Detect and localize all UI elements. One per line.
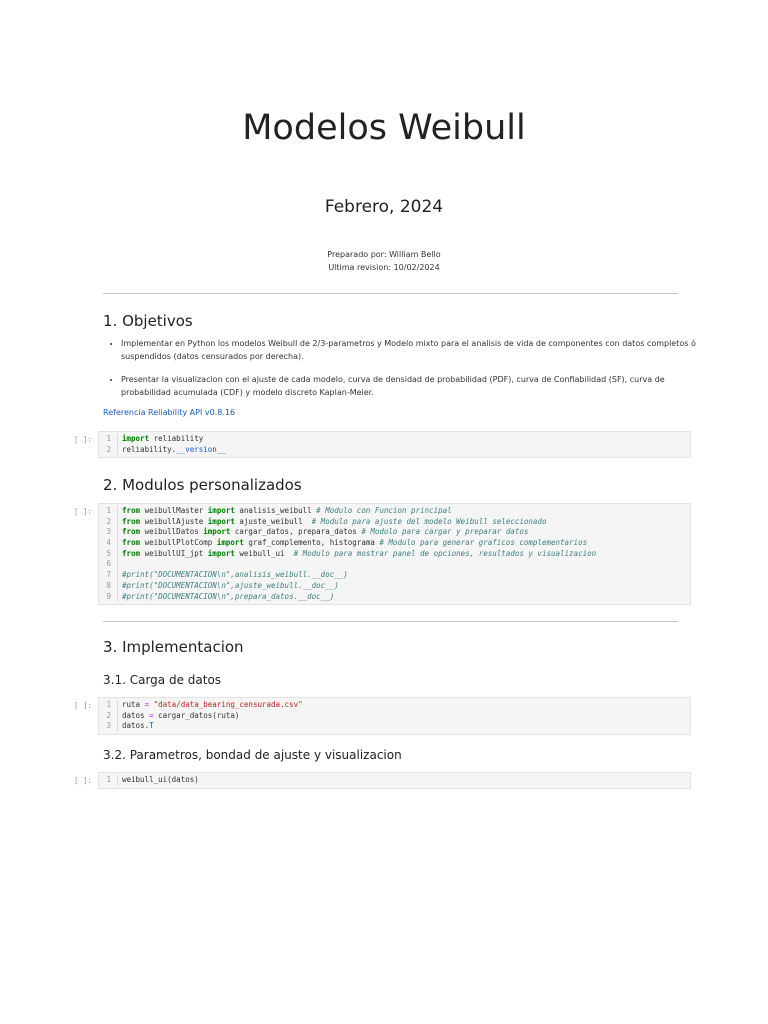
code-token: #print("DOCUMENTACION\n",prepara_datos.__doc__): [122, 591, 335, 601]
code-token: # Modulo para cargar y preparar datos: [361, 527, 529, 537]
revision-line: Ultima revision: 10/02/2024: [328, 263, 440, 272]
line-number: 3: [99, 527, 118, 538]
code-text: [122, 434, 203, 445]
section-heading-modulos: 2. Modulos personalizados: [103, 476, 302, 494]
code-token: weibull_ui: [234, 548, 294, 558]
code-text: [122, 775, 199, 786]
code-token: import: [203, 527, 231, 537]
code-token: import: [122, 434, 150, 443]
code-line[interactable]: [99, 775, 690, 786]
code-token: datos: [122, 710, 150, 720]
code-token: reliability: [149, 434, 204, 443]
code-token: analisis_weibull: [234, 506, 317, 515]
code-token: #print("DOCUMENTACION\n",ajuste_weibull.__doc__): [122, 580, 339, 590]
code-token: cargar_datos(ruta): [153, 710, 240, 720]
code-text: [122, 721, 154, 732]
code-token: import: [216, 538, 244, 548]
code-token: # Modulo para generar graficos complementarios: [379, 538, 588, 548]
code-line[interactable]: [99, 445, 690, 456]
code-token: graf_complemento, histograma: [243, 538, 380, 548]
cell-prompt: [ ]:: [74, 776, 93, 785]
code-token: __version__: [176, 444, 226, 454]
code-token: # Modulo con Funcion principal: [316, 506, 452, 515]
code-text: [122, 570, 348, 581]
author-line: Preparado por: William Bello: [327, 250, 441, 259]
code-token: =: [144, 700, 150, 709]
code-token: import: [207, 548, 235, 558]
code-token: ruta: [122, 700, 145, 709]
code-text: [122, 700, 303, 711]
code-token: from: [122, 548, 141, 558]
code-token: from: [122, 516, 141, 526]
code-token: T: [149, 721, 154, 731]
line-number: 1: [99, 775, 118, 786]
code-cell[interactable]: [98, 431, 691, 458]
code-text: [122, 538, 587, 549]
divider: [103, 293, 678, 294]
code-text: [122, 549, 596, 560]
code-text: [122, 527, 528, 538]
code-token: weibullDatos: [140, 527, 204, 537]
line-number: 8: [99, 581, 118, 592]
code-line[interactable]: [99, 517, 690, 528]
objectives-list: [103, 337, 701, 409]
code-token: =: [149, 710, 154, 720]
line-number: 2: [99, 711, 118, 722]
cell-prompt: [ ]:: [74, 701, 93, 710]
list-item: • Implementar en Python los modelos Weibull de 2/3-parametros y Modelo mixto para el analisis de vida de componentes con datos completos ó suspendidos (datos censurados por derecha).: [121, 337, 701, 363]
code-token: import: [207, 516, 235, 526]
code-token: import: [207, 506, 235, 515]
document-meta: [0, 248, 768, 274]
code-token: ajuste_weibull: [234, 516, 312, 526]
subsection-heading-parametros: 3.2. Parametros, bondad de ajuste y visualizacion: [103, 748, 402, 762]
code-cell[interactable]: [98, 503, 691, 605]
code-text: [122, 506, 452, 517]
code-line[interactable]: [99, 527, 690, 538]
line-number: 9: [99, 592, 118, 603]
line-number: 1: [99, 434, 118, 445]
line-number: 2: [99, 445, 118, 456]
code-token: #print("DOCUMENTACION\n",analisis_weibull.__doc__): [122, 570, 348, 580]
code-line[interactable]: [99, 538, 690, 549]
line-number: 4: [99, 538, 118, 549]
reliability-api-link[interactable]: Referencia Reliability API v0.8.16: [103, 408, 236, 417]
line-number: 2: [99, 517, 118, 528]
code-token: from: [122, 527, 141, 537]
code-token: from: [122, 506, 141, 515]
code-text: [122, 592, 334, 603]
code-line[interactable]: [99, 592, 690, 603]
code-token: # Modulo para mostrar panel de opciones, resultados y visualizacion: [293, 548, 597, 558]
line-number: 1: [99, 700, 118, 711]
code-token: reliability.: [122, 444, 177, 454]
code-line[interactable]: [99, 721, 690, 732]
code-token: cargar_datos, prepara_datos: [230, 527, 362, 537]
code-text: [122, 711, 239, 722]
code-line[interactable]: [99, 434, 690, 445]
code-line[interactable]: [99, 506, 690, 517]
code-line[interactable]: [99, 581, 690, 592]
subsection-heading-carga: 3.1. Carga de datos: [103, 673, 222, 687]
code-token: weibullAjuste: [140, 516, 208, 526]
code-token: "data/data_bearing_censurada.csv": [153, 700, 303, 709]
code-text: [122, 445, 226, 456]
cell-prompt: [ ]:: [74, 507, 93, 516]
section-heading-implementacion: 3. Implementacion: [103, 638, 244, 656]
page-title: Modelos Weibull: [242, 108, 526, 148]
code-token: weibullMaster: [140, 506, 208, 515]
code-token: weibull_ui(datos): [122, 775, 199, 784]
code-token: datos.: [122, 721, 150, 731]
code-token: from: [122, 538, 141, 548]
line-number: 1: [99, 506, 118, 517]
code-cell[interactable]: [98, 772, 691, 789]
code-cell[interactable]: [98, 697, 691, 735]
divider: [103, 621, 678, 622]
line-number: 3: [99, 721, 118, 732]
line-number: 7: [99, 570, 118, 581]
code-line[interactable]: [99, 570, 690, 581]
line-number: 5: [99, 549, 118, 560]
line-number: 6: [99, 559, 118, 570]
code-text: [122, 581, 339, 592]
code-line[interactable]: [99, 549, 690, 560]
section-heading-objetivos: 1. Objetivos: [103, 312, 193, 330]
code-line[interactable]: [99, 700, 690, 711]
cell-prompt: [ ]:: [74, 435, 93, 444]
list-item: • Presentar la visualizacion con el ajuste de cada modelo, curva de densidad de probabilidad (PDF), curva de Confiabilidad (SF), curva de probabilidad acumulada (CDF) y modelo discreto Kaplan-Meier.: [121, 373, 701, 399]
code-token: # Modulo para ajuste del modelo Weibull seleccionado: [311, 516, 547, 526]
code-token: weibullUI_jpt: [140, 548, 208, 558]
code-token: weibullPlotComp: [140, 538, 217, 548]
code-line[interactable]: [99, 711, 690, 722]
page-subtitle: Febrero, 2024: [324, 197, 444, 217]
code-text: [122, 517, 546, 528]
code-line[interactable]: [99, 559, 690, 570]
